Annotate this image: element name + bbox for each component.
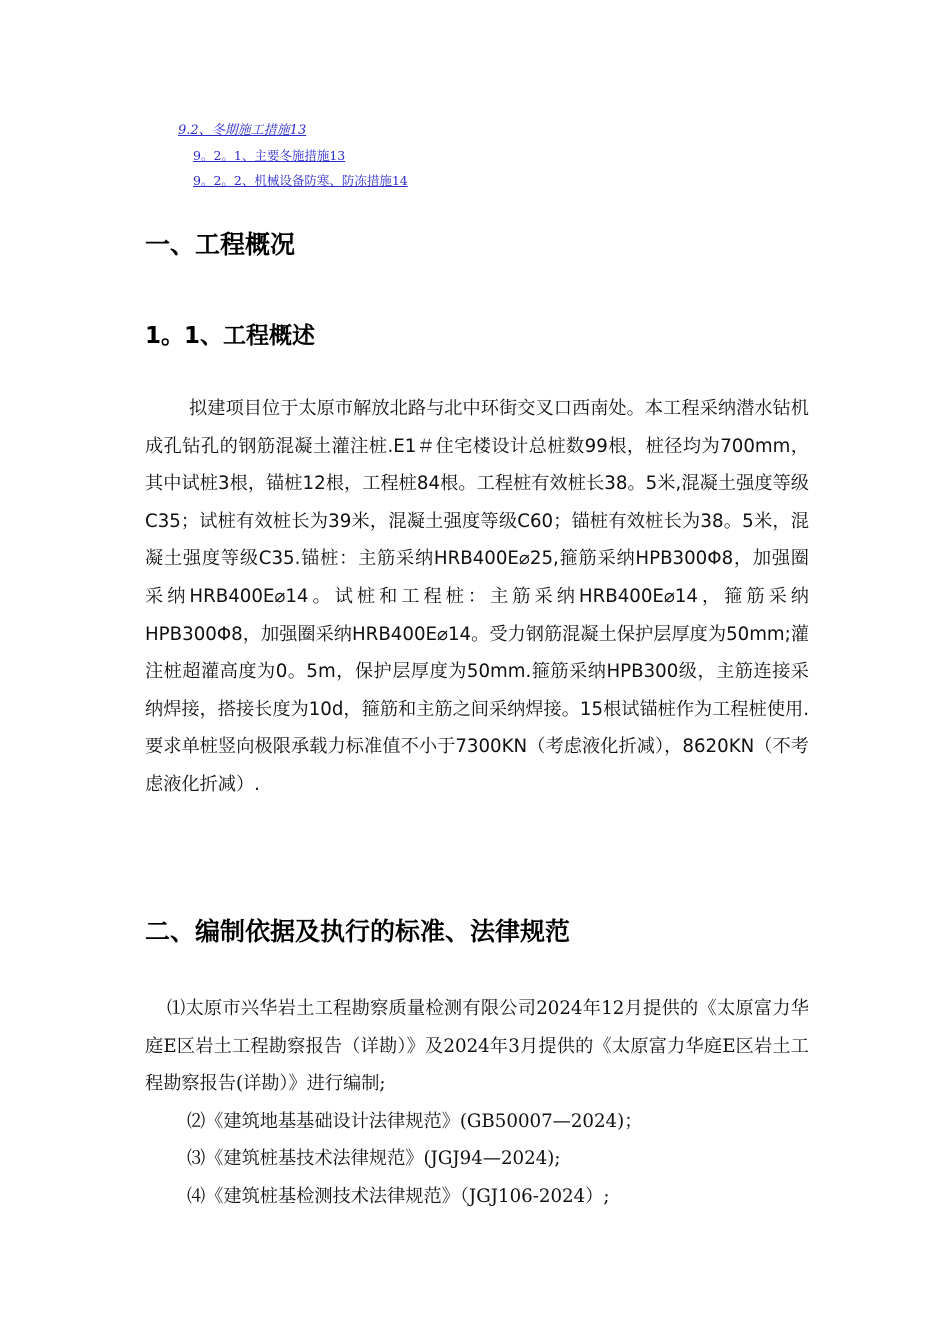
reference-list (145, 990, 809, 1216)
toc-link-9-2-1[interactable]: 9。2。1、主要冬施措施13 (193, 148, 346, 163)
project-overview-paragraph: 拟建项目位于太原市解放北路与北中环街交叉口西南处。本工程采纳潜水钻机成孔钻孔的钢筋混凝土灌注桩.E1＃住宅楼设计总桩数99根，桩径均为700mm，其中试桩3根，锚桩12根，工程桩84根。工程桩有效桩长38。5米,混凝土强度等级C35；试桩有效桩长为39米，混凝土强度等级C60；锚桩有效桩长为38。5米，混凝土强度等级C35.锚桩：主筋采纳HRB400E⌀25,箍筋采纳HPB300Φ8，加强圈采纳HRB400E⌀14。试桩和工程桩：主筋采纳HRB400E⌀14，箍筋采纳HPB300Φ8，加强圈采纳HRB400E⌀14。受力钢筋混凝土保护层厚度为50mm;灌注桩超灌高度为0。5m，保护层厚度为50mm.箍筋采纳HPB300级，主筋连接采纳焊接，搭接长度为10d，箍筋和主筋之间采纳焊接。15根试锚桩作为工程桩使用.要求单桩竖向极限承载力标准值不小于7300KN（考虑液化折减），8620KN（不考虑液化折减）. (145, 398, 809, 795)
reference-item-1: ⑴太原市兴华岩土工程勘察质量检测有限公司2024年12月提供的《太原富力华庭E区岩土工程勘察报告（详勘）》及2024年3月提供的《太原富力华庭E区岩土工程勘察报告(详勘）》进行编制; (145, 998, 809, 1095)
reference-item-2: ⑵《建筑地基基础设计法律规范》(GB50007—2024)； (187, 1110, 643, 1132)
reference-item-3: ⑶《建筑桩基技术法律规范》(JGJ94—2024); (187, 1148, 561, 1170)
table-of-contents (0, 118, 950, 193)
section-2-heading: 二、编制依据及执行的标准、法律规范 (145, 917, 571, 946)
reference-item-4: ⑷《建筑桩基检测技术法律规范》（JGJ106-2024）; (187, 1185, 610, 1207)
section-1-heading: 一、工程概况 (145, 230, 296, 259)
toc-link-9-2-2[interactable]: 9。2。2、机械设备防寒、防冻措施14 (193, 173, 408, 188)
toc-link-9-2[interactable]: 9.2、冬期施工措施13 (178, 123, 307, 138)
section-1-1-heading: 1。1、工程概述 (145, 323, 316, 349)
